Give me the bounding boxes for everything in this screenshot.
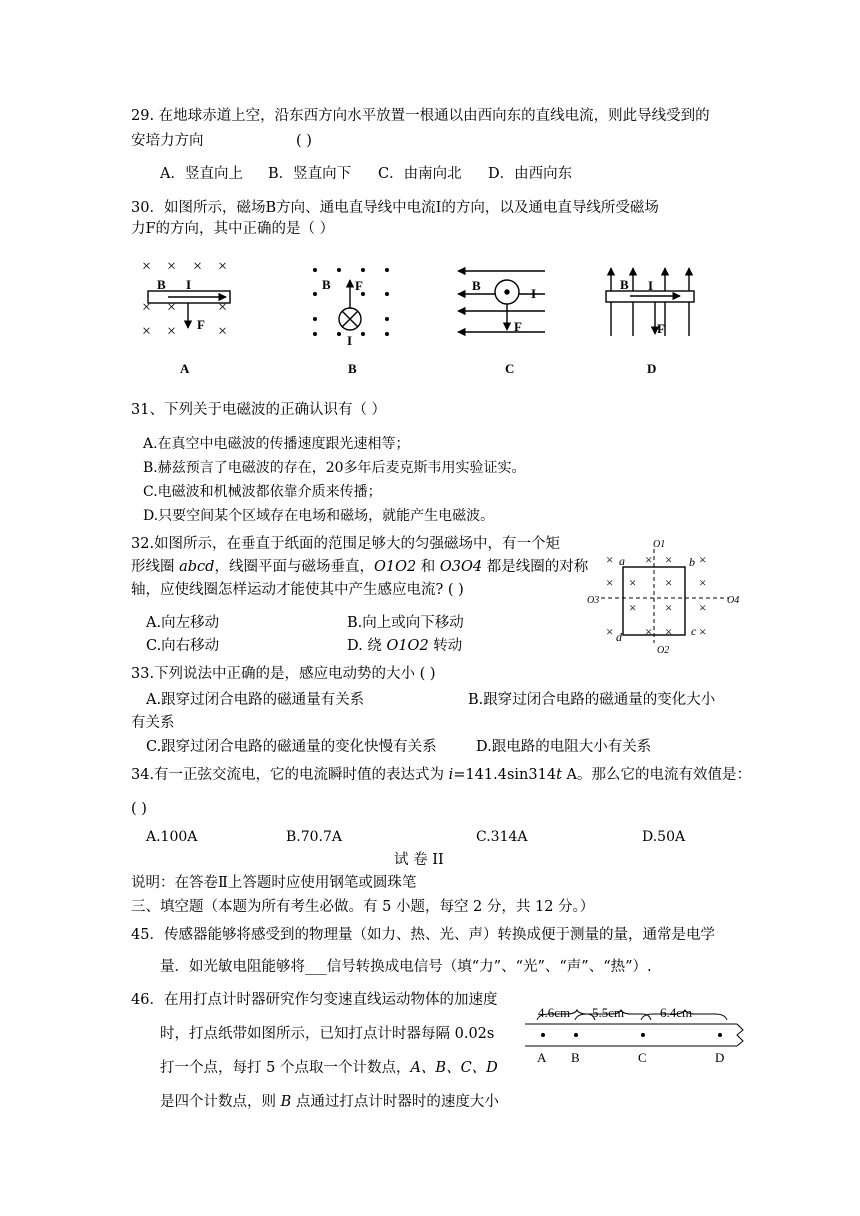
q30-stem-line2: 力F的方向，其中正确的是（ ） [131, 221, 335, 237]
q32-label-a: a [619, 554, 625, 568]
q30-a-i-label: I [186, 277, 192, 292]
svg-text:×: × [606, 624, 614, 639]
q30-a-f-label: F [197, 317, 205, 332]
q46-stem-line4: 是四个计数点，则 B 点通过打点计时器时的速度大小 [160, 1094, 499, 1110]
svg-text:×: × [606, 575, 614, 590]
svg-text:×: × [645, 552, 653, 567]
svg-text:×: × [699, 552, 707, 567]
svg-text:×: × [665, 575, 673, 590]
q32-label-b: b [689, 555, 695, 569]
svg-text:×: × [699, 575, 707, 590]
svg-text:×: × [142, 323, 152, 340]
q33-option-b-line2: 有关系 [131, 715, 175, 731]
q32-stem-line2: 形线圈 abcd，线圈平面与磁场垂直，O1O2 和 O3O4 都是线圈的对称 [131, 559, 589, 575]
svg-text:×: × [606, 552, 614, 567]
svg-text:×: × [142, 258, 152, 275]
q46-point-a: A [537, 1050, 547, 1065]
svg-text:×: × [167, 299, 177, 316]
q46-stem-line1: 46．在用打点计时器研究作匀变速直线运动物体的加速度 [131, 992, 498, 1008]
q33-option-a: A.跟穿过闭合电路的磁通量有关系 [146, 692, 365, 708]
q32-label-o1: O1 [653, 539, 666, 550]
q32-option-a: A.向左移动 [146, 615, 220, 631]
q29-option-c: C．由南向北 [378, 166, 462, 182]
q30-stem-line1: 30．如图所示，磁场B方向、通电直导线中电流I的方向，以及通电直导线所受磁场 [131, 200, 659, 216]
q30-a-b-label: B [157, 277, 166, 292]
q30-c-i-label: I [531, 286, 537, 301]
q33-option-b-line1: B.跟穿过闭合电路的磁通量的变化大小 [468, 692, 716, 708]
q32-label-c: c [691, 624, 697, 638]
q46-dist-cd: 6.4cm [660, 1005, 693, 1020]
svg-text:×: × [193, 258, 203, 275]
svg-text:×: × [665, 600, 673, 615]
q30-a-letter: A [180, 361, 190, 376]
q29-stem-line1: 29. 在地球赤道上空，沿东西方向水平放置一根通以由西向东的直线电流，则此导线受到的 [131, 108, 710, 124]
q34-option-d: D.50A [642, 829, 686, 845]
q30-figure-a [142, 258, 230, 340]
svg-text:×: × [699, 624, 707, 639]
q46-dist-ab: 4.6cm [538, 1005, 571, 1020]
q29-stem-line2: 安培力方向 [131, 133, 204, 149]
q30-d-letter: D [647, 361, 657, 376]
q30-d-i-label: I [648, 278, 654, 293]
section-3-heading: 三、填空题（本题为所有考生必做。有 5 小题，每空 2 分，共 12 分。） [131, 899, 595, 915]
paper2-note: 说明：在答卷Ⅱ上答题时应使用钢笔或圆珠笔 [131, 875, 417, 891]
q29-answer-paren: ( ) [296, 133, 312, 149]
q30-b-f-label: F [355, 278, 363, 293]
svg-text:×: × [218, 323, 228, 340]
q45-stem-line2: 量．如光敏电阻能够将___信号转换成电信号（填“力”、“光”、“声”、“热”）. [160, 959, 652, 975]
q34-option-a: A.100A [146, 829, 198, 845]
q31-stem: 31、下列关于电磁波的正确认识有（ ） [131, 402, 387, 418]
q31-option-a: A.在真空中电磁波的传播速度跟光速相等； [143, 436, 410, 452]
q32-label-o4: O4 [727, 595, 740, 606]
q34-answer-paren: ( ) [131, 801, 147, 817]
q34-option-b: B.70.7A [286, 829, 343, 845]
q32-label-o2: O2 [657, 645, 670, 656]
q46-stem-line3: 打一个点，每打 5 个点取一个计数点，A、B、C、D [160, 1060, 498, 1076]
svg-text:×: × [629, 600, 637, 615]
q30-d-f-label: F [657, 321, 665, 336]
q46-dist-bc: 5.5cm [592, 1005, 625, 1020]
svg-text:×: × [167, 323, 177, 340]
q32-stem-line3: 轴，应使线圈怎样运动才能使其中产生感应电流? ( ) [131, 582, 464, 598]
svg-text:×: × [218, 299, 228, 316]
q32-coil-figure [585, 537, 745, 657]
svg-text:×: × [645, 624, 653, 639]
q30-c-f-label: F [514, 319, 522, 334]
q30-b-letter: B [348, 361, 357, 376]
q32-option-b: B.向上或向下移动 [347, 615, 464, 631]
svg-text:×: × [699, 600, 707, 615]
svg-text:×: × [218, 258, 228, 275]
q31-option-b: B.赫兹预言了电磁波的存在，20多年后麦克斯韦用实验证实。 [143, 460, 526, 476]
q33-option-d: D.跟电路的电阻大小有关系 [476, 739, 652, 755]
q32-option-d: D. 绕 O1O2 转动 [347, 638, 463, 654]
q30-d-b-label: B [620, 277, 629, 292]
q29-option-d: D．由西向东 [488, 166, 573, 182]
q46-point-d: D [715, 1050, 725, 1065]
svg-text:×: × [665, 624, 673, 639]
q32-stem-line1: 32.如图所示，在垂直于纸面的范围足够大的匀强磁场中，有一个矩 [131, 536, 561, 552]
q30-c-letter: C [505, 361, 515, 376]
paper2-title: 试 卷 II [394, 852, 444, 868]
q46-point-b: B [571, 1050, 580, 1065]
q46-stem-line2: 时，打点纸带如图所示，已知打点计时器每隔 0.02s [160, 1026, 495, 1042]
q33-stem: 33.下列说法中正确的是，感应电动势的大小 ( ) [131, 666, 436, 682]
svg-text:×: × [665, 552, 673, 567]
q29-option-b: B．竖直向下 [268, 166, 352, 182]
q29-option-a: A．竖直向上 [160, 166, 243, 182]
q34-option-c: C.314A [476, 829, 528, 845]
svg-text:×: × [167, 258, 177, 275]
q32-label-o3: O3 [587, 595, 600, 606]
svg-text:×: × [629, 575, 637, 590]
q32-option-c: C.向右移动 [146, 638, 220, 654]
q30-figures [0, 250, 860, 380]
q45-stem-line1: 45．传感器能够将感受到的物理量（如力、热、光、声）转换成便于测量的量，通常是电学 [131, 927, 715, 943]
q34-stem: 34.有一正弦交流电，它的电流瞬时值的表达式为 i=141.4sin314t A。那么它的电流有效值是： [131, 767, 751, 783]
q30-b-i-label: I [347, 333, 353, 348]
q32-label-d: d [616, 630, 622, 644]
q31-option-c: C.电磁波和机械波都依靠介质来传播； [143, 484, 382, 500]
svg-text:×: × [142, 299, 152, 316]
q30-c-b-label: B [472, 278, 481, 293]
q31-option-d: D.只要空间某个区域存在电场和磁场，就能产生电磁波。 [143, 508, 495, 524]
q30-b-b-label: B [322, 277, 331, 292]
q46-paper-tape [515, 1000, 755, 1080]
q46-point-c: C [638, 1050, 647, 1065]
q33-option-c: C.跟穿过闭合电路的磁通量的变化快慢有关系 [146, 739, 437, 755]
